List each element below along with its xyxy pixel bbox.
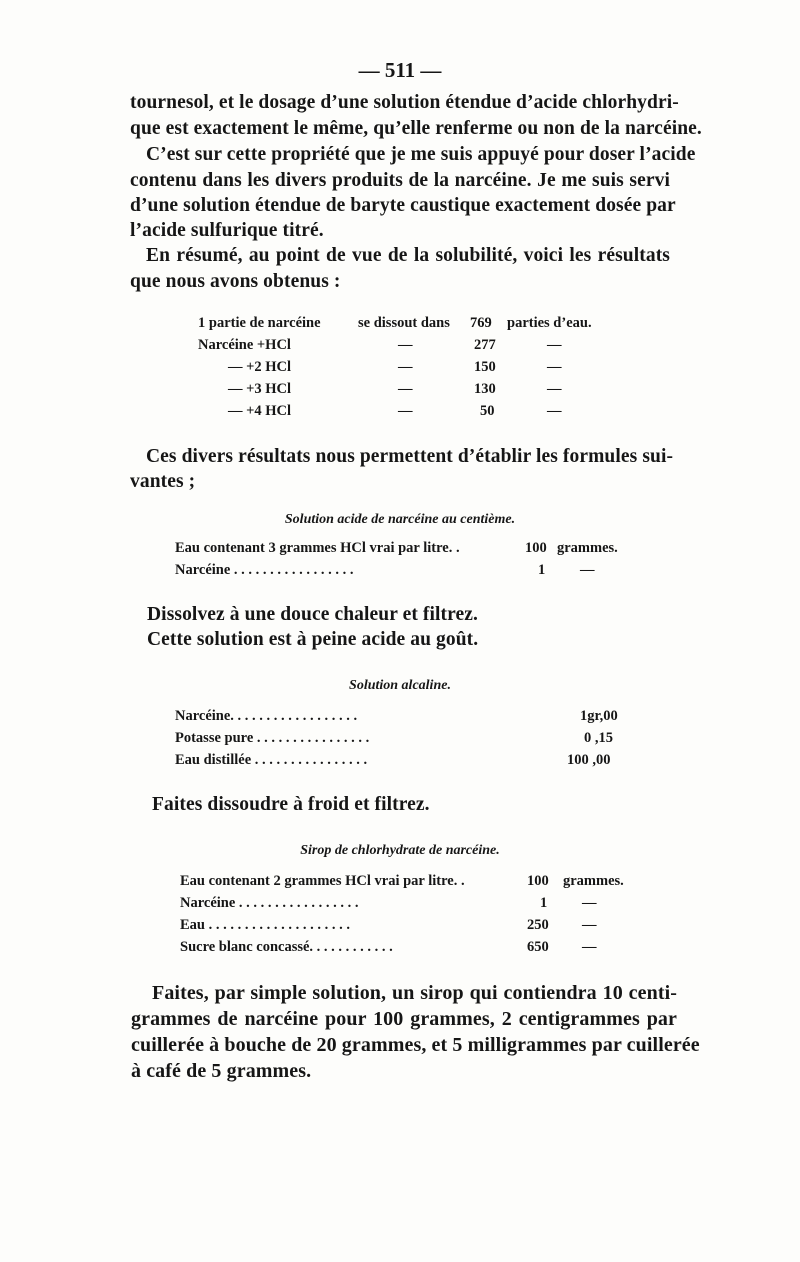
verb-cell: — (398, 337, 413, 353)
formula-1-row-2-value: 1 (538, 562, 546, 578)
paragraph-7-line-4: à café de 5 grammes. (131, 1060, 312, 1082)
unit-cell: — (547, 359, 562, 375)
paragraph-2-line-1: C’est sur cette propriété que je me suis appuyé pour doser l’acide (146, 144, 696, 165)
formula-1-title: Solution acide de narcéine au centième. (284, 512, 516, 527)
substance-cell: — +3 HCl (228, 381, 292, 397)
formula-1-row-1-unit: grammes. (557, 540, 618, 556)
formula-3-row-4-unit: — (582, 939, 597, 955)
substance-cell: 1 partie de narcéine (198, 315, 321, 331)
formula-2-row-3-label: Eau distillée . . . . . . . . . . . . . . . . (175, 752, 368, 768)
value-cell: 50 (480, 403, 495, 419)
paragraph-5-line-1: Dissolvez à une douce chaleur et filtrez. (147, 604, 479, 625)
formula-3-title: Sirop de chlorhydrate de narcéine. (300, 843, 500, 858)
paragraph-1-line-2: que est exactement le même, qu’elle renferme ou non de la narcéine. (130, 118, 702, 139)
formula-2-row-1-label: Narcéine. . . . . . . . . . . . . . . . . . (175, 708, 358, 724)
formula-3-row-2-label: Narcéine . . . . . . . . . . . . . . . . . (180, 895, 359, 911)
paragraph-2-line-4: l’acide sulfurique titré. (130, 220, 324, 241)
formula-2-title: Solution alcaline. (349, 678, 451, 693)
formula-2-row-3-value: 100 ,00 (567, 752, 611, 768)
verb-cell: se dissout dans (358, 315, 450, 331)
formula-1-row-2-unit: — (580, 562, 595, 578)
paragraph-6: Faites dissoudre à froid et filtrez. (152, 794, 430, 815)
formula-2-row-1-value: 1gr,00 (580, 708, 618, 724)
paragraph-4-line-2: vantes ; (130, 471, 196, 492)
paragraph-3-line-2: que nous avons obtenus : (130, 271, 341, 292)
formula-3-row-3-unit: — (582, 917, 597, 933)
paragraph-5-line-2: Cette solution est à peine acide au goût. (147, 629, 479, 650)
substance-cell: — +2 HCl (228, 359, 292, 375)
paragraph-7-line-3: cuillerée à bouche de 20 grammes, et 5 milligrammes par cuillerée (131, 1034, 700, 1056)
paragraph-1-line-1: tournesol, et le dosage d’une solution étendue d’acide chlorhydri- (130, 92, 679, 113)
formula-3-row-3-value: 250 (527, 917, 549, 933)
unit-cell: — (547, 337, 562, 353)
unit-cell: — (547, 381, 562, 397)
formula-3-row-1-value: 100 (527, 873, 549, 889)
page-number: — 511 — (358, 58, 442, 82)
value-cell: 769 (470, 315, 492, 331)
value-cell: 150 (474, 359, 496, 375)
formula-3-row-1-unit: grammes. (563, 873, 624, 889)
substance-cell: — +4 HCl (228, 403, 292, 419)
formula-1-row-1-value: 100 (525, 540, 547, 556)
unit-cell: — (547, 403, 562, 419)
verb-cell: — (398, 381, 413, 397)
formula-1-row-1-label: Eau contenant 3 grammes HCl vrai par litre. . (175, 540, 460, 556)
formula-3-row-2-value: 1 (540, 895, 548, 911)
value-cell: 130 (474, 381, 496, 397)
formula-3-row-3-label: Eau . . . . . . . . . . . . . . . . . . . . (180, 917, 350, 933)
substance-cell: Narcéine +HCl (198, 337, 291, 353)
formula-2-row-2-label: Potasse pure . . . . . . . . . . . . . . . . (175, 730, 370, 746)
paragraph-7-line-1: Faites, par simple solution, un sirop qui contiendra 10 centi- (152, 982, 677, 1004)
paragraph-3-line-1: En résumé, au point de vue de la solubilité, voici les résultats (146, 245, 670, 266)
formula-3-row-4-label: Sucre blanc concassé. . . . . . . . . . . . (180, 939, 393, 955)
formula-1-row-2-label: Narcéine . . . . . . . . . . . . . . . . . (175, 562, 354, 578)
formula-2-row-2-value: 0 ,15 (584, 730, 613, 746)
value-cell: 277 (474, 337, 496, 353)
unit-cell: parties d’eau. (507, 315, 592, 331)
paragraph-4-line-1: Ces divers résultats nous permettent d’établir les formules sui- (146, 446, 674, 467)
paragraph-2-line-2: contenu dans les divers produits de la narcéine. Je me suis servi (130, 170, 670, 191)
formula-3-row-2-unit: — (582, 895, 597, 911)
formula-3-row-4-value: 650 (527, 939, 549, 955)
verb-cell: — (398, 359, 413, 375)
verb-cell: — (398, 403, 413, 419)
paragraph-2-line-3: d’une solution étendue de baryte caustique exactement dosée par (130, 195, 676, 216)
paragraph-7-line-2: grammes de narcéine pour 100 grammes, 2 centigrammes par (131, 1008, 677, 1030)
formula-3-row-1-label: Eau contenant 2 grammes HCl vrai par litre. . (180, 873, 465, 889)
